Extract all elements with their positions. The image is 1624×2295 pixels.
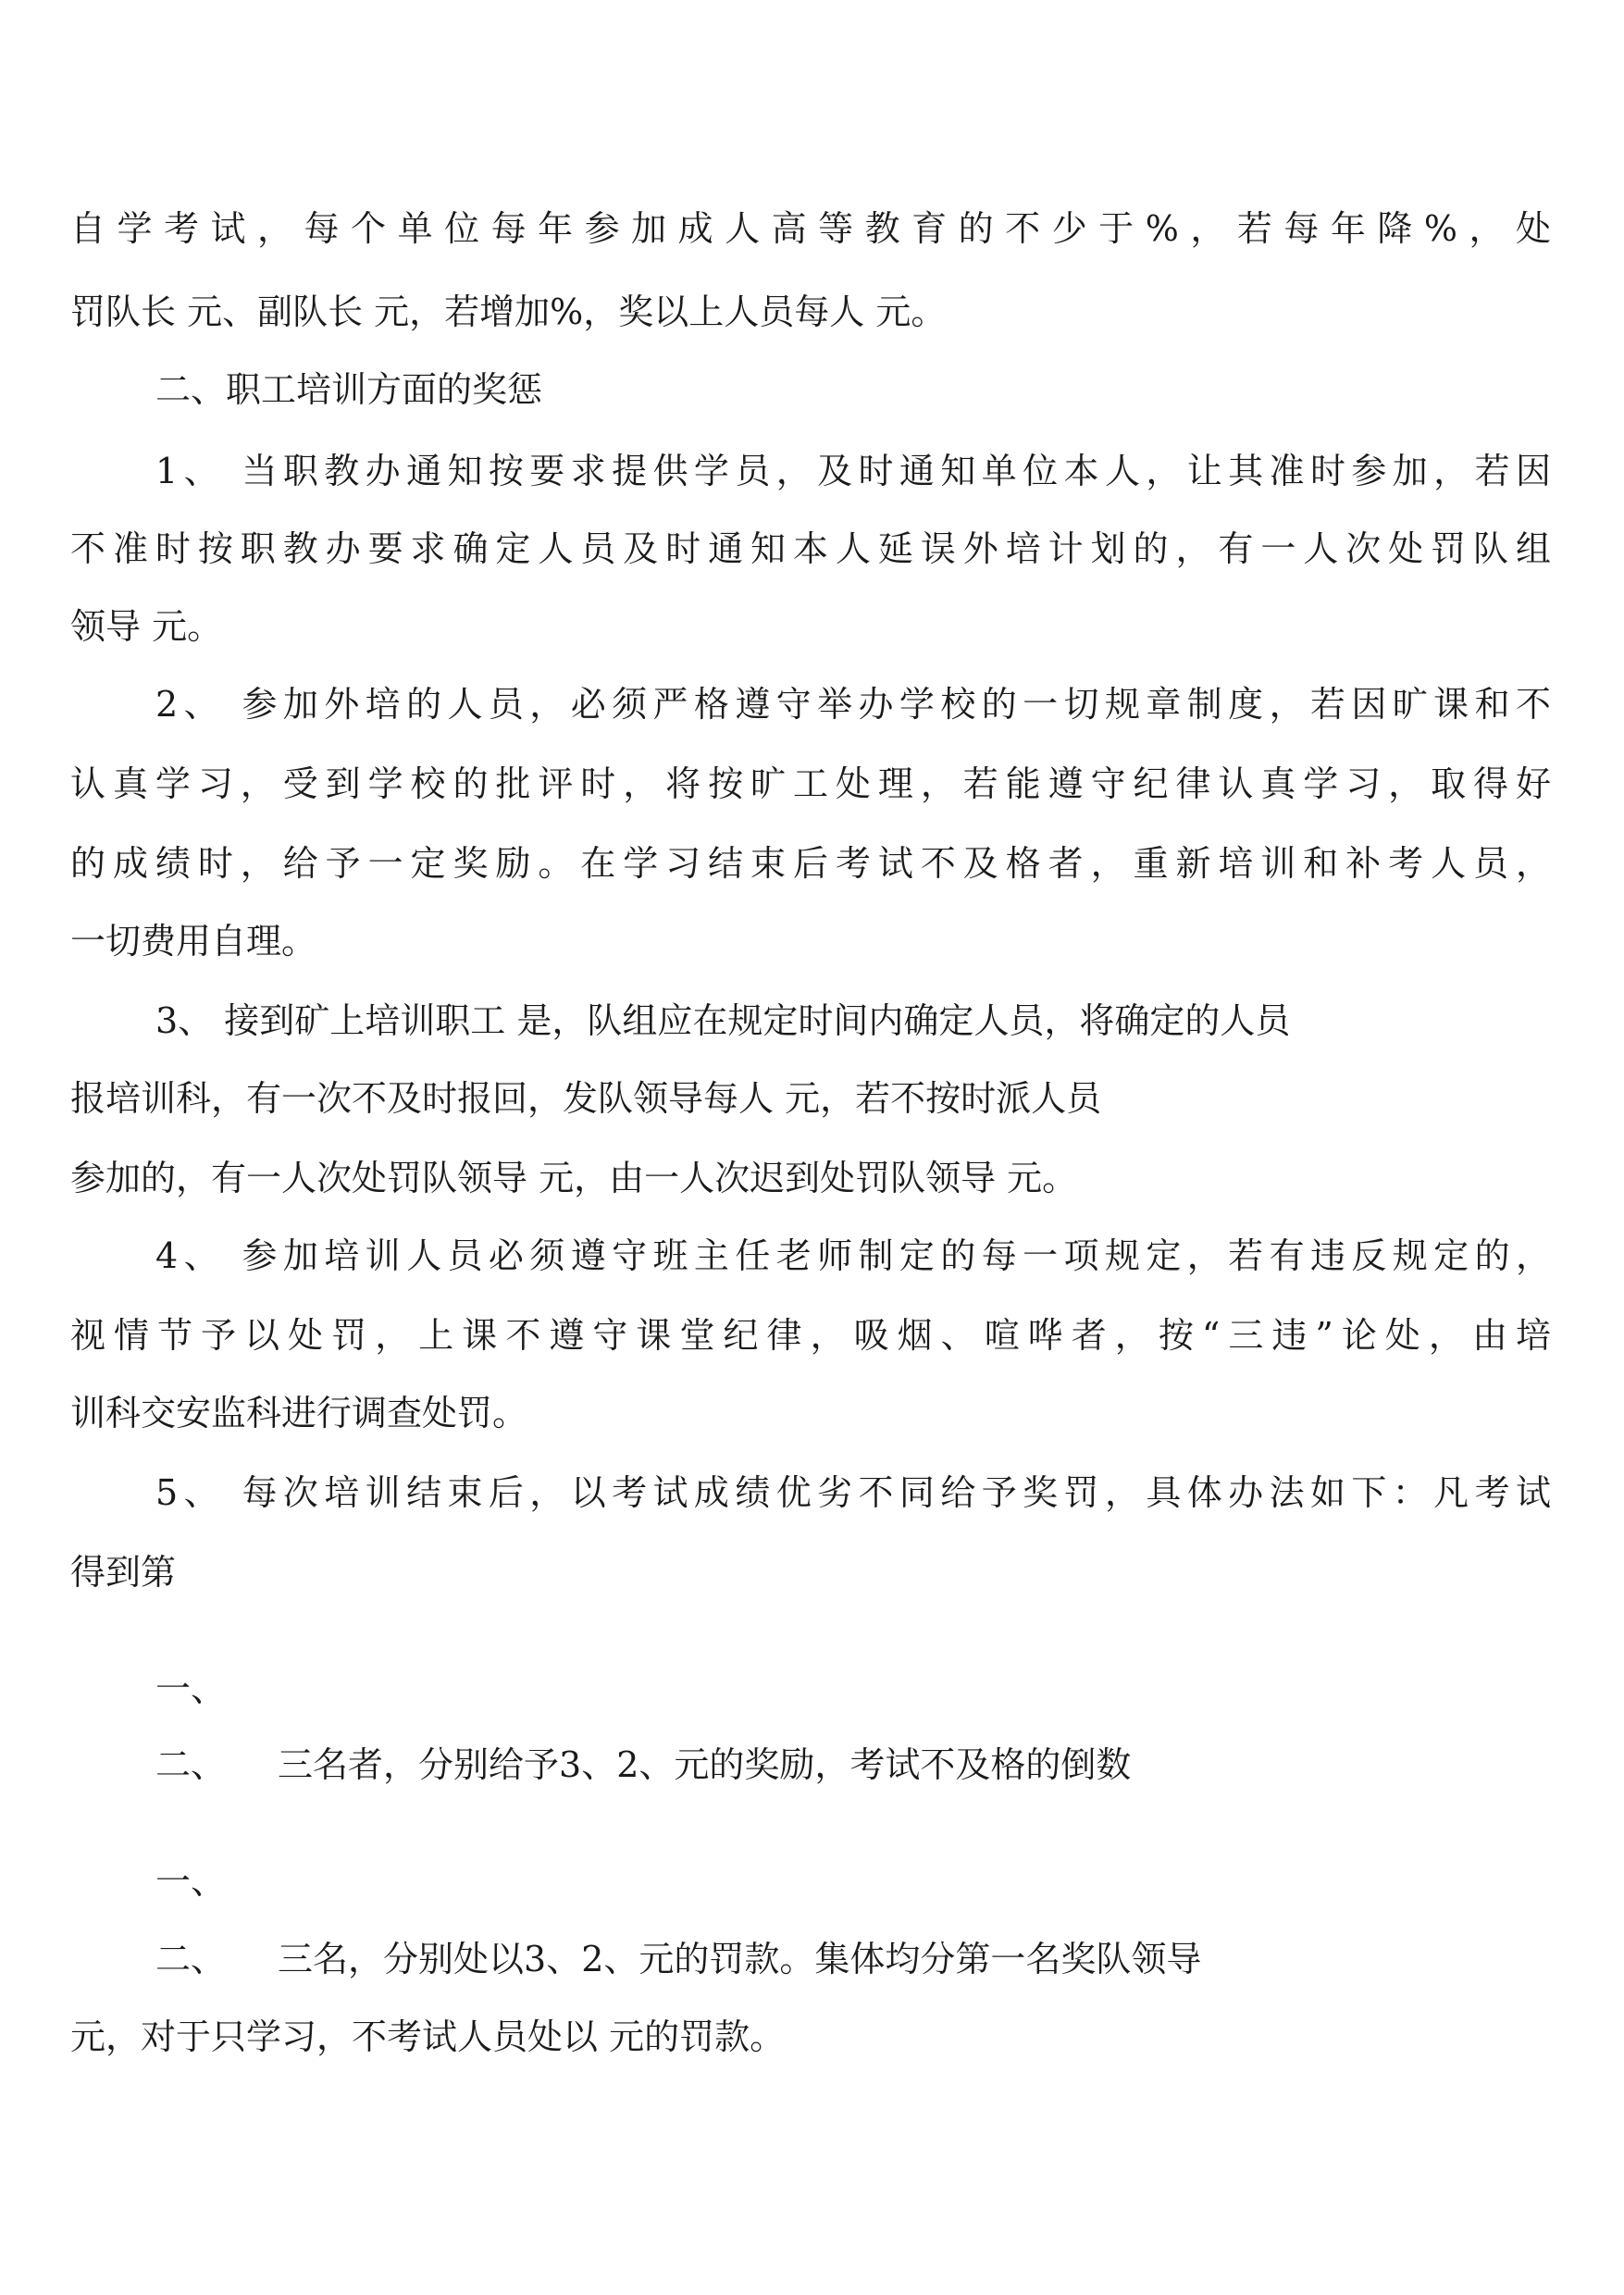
item-4-line-3: 训科交安监科进行调查处罚。 (70, 1393, 528, 1433)
item-5-sub-2-text: 三名者，分别给予3、2、元的奖励，考试不及格的倒数 (278, 1744, 1132, 1785)
item-5-sub-2 (155, 1742, 1131, 1788)
item-3-line-1: 3、 接到矿上培训职工 是，队组应在规定时间内确定人员，将确定的人员 (155, 1000, 1291, 1041)
item-5-sub-3: 一、 (155, 1861, 227, 1902)
item-1-line-3: 领导 元。 (70, 606, 223, 647)
item-5-sub-2-marker: 二、 (155, 1744, 227, 1785)
item-5-sub-4-text: 三名，分别处以3、2、元的罚款。集体均分第一名奖队领导 (278, 1939, 1202, 1979)
item-4-line-1: 4、 参加培训人员必须遵守班主任老师制定的每一项规定，若有违反规定的， (155, 1235, 1551, 1276)
item-2-line-1: 2、 参加外培的人员，必须严格遵守举办学校的一切规章制度，若因旷课和不 (155, 684, 1551, 725)
item-1-line-2: 不准时按职教办要求确定人员及时通知本人延误外培计划的，有一人次处罚队组 (70, 528, 1551, 569)
item-5-line-2: 得到第 (70, 1552, 177, 1593)
item-5-last-line: 元，对于只学习，不考试人员处以 元的罚款。 (70, 2016, 786, 2057)
item-5-sub-4 (155, 1936, 1201, 1982)
item-2-line-3: 的成绩时，给予一定奖励。在学习结束后考试不及格者，重新培训和补考人员， (70, 843, 1551, 884)
text-line-1: 自学考试，每个单位每年参加成人高等教育的不少于%，若每年降%，处 (70, 208, 1551, 249)
item-2-line-2: 认真学习，受到学校的批评时，将按旷工处理，若能遵守纪律认真学习，取得好 (70, 763, 1551, 804)
text-line-2: 罚队长 元、副队长 元，若增加%，奖以上人员每人 元。 (70, 292, 947, 332)
item-5-line-1: 5、 每次培训结束后，以考试成绩优劣不同给予奖罚，具体办法如下：凡考试 (155, 1472, 1551, 1513)
item-1-line-1: 1、 当职教办通知按要求提供学员，及时通知单位本人，让其准时参加，若因 (155, 451, 1551, 491)
item-5-sub-4-marker: 二、 (155, 1939, 227, 1979)
item-4-line-2: 视情节予以处罚，上课不遵守课堂纪律，吸烟、喧哗者，按“三违”论处，由培 (70, 1315, 1551, 1356)
section-heading: 二、职工培训方面的奖惩 (155, 369, 543, 410)
item-5-sub-1: 一、 (155, 1669, 227, 1709)
item-2-line-4: 一切费用自理。 (70, 921, 317, 961)
item-3-line-2: 报培训科，有一次不及时报回，发队领导每人 元，若不按时派人员 (70, 1078, 1102, 1119)
item-3-line-3: 参加的，有一人次处罚队领导 元，由一人次迟到处罚队领导 元。 (70, 1158, 1078, 1198)
